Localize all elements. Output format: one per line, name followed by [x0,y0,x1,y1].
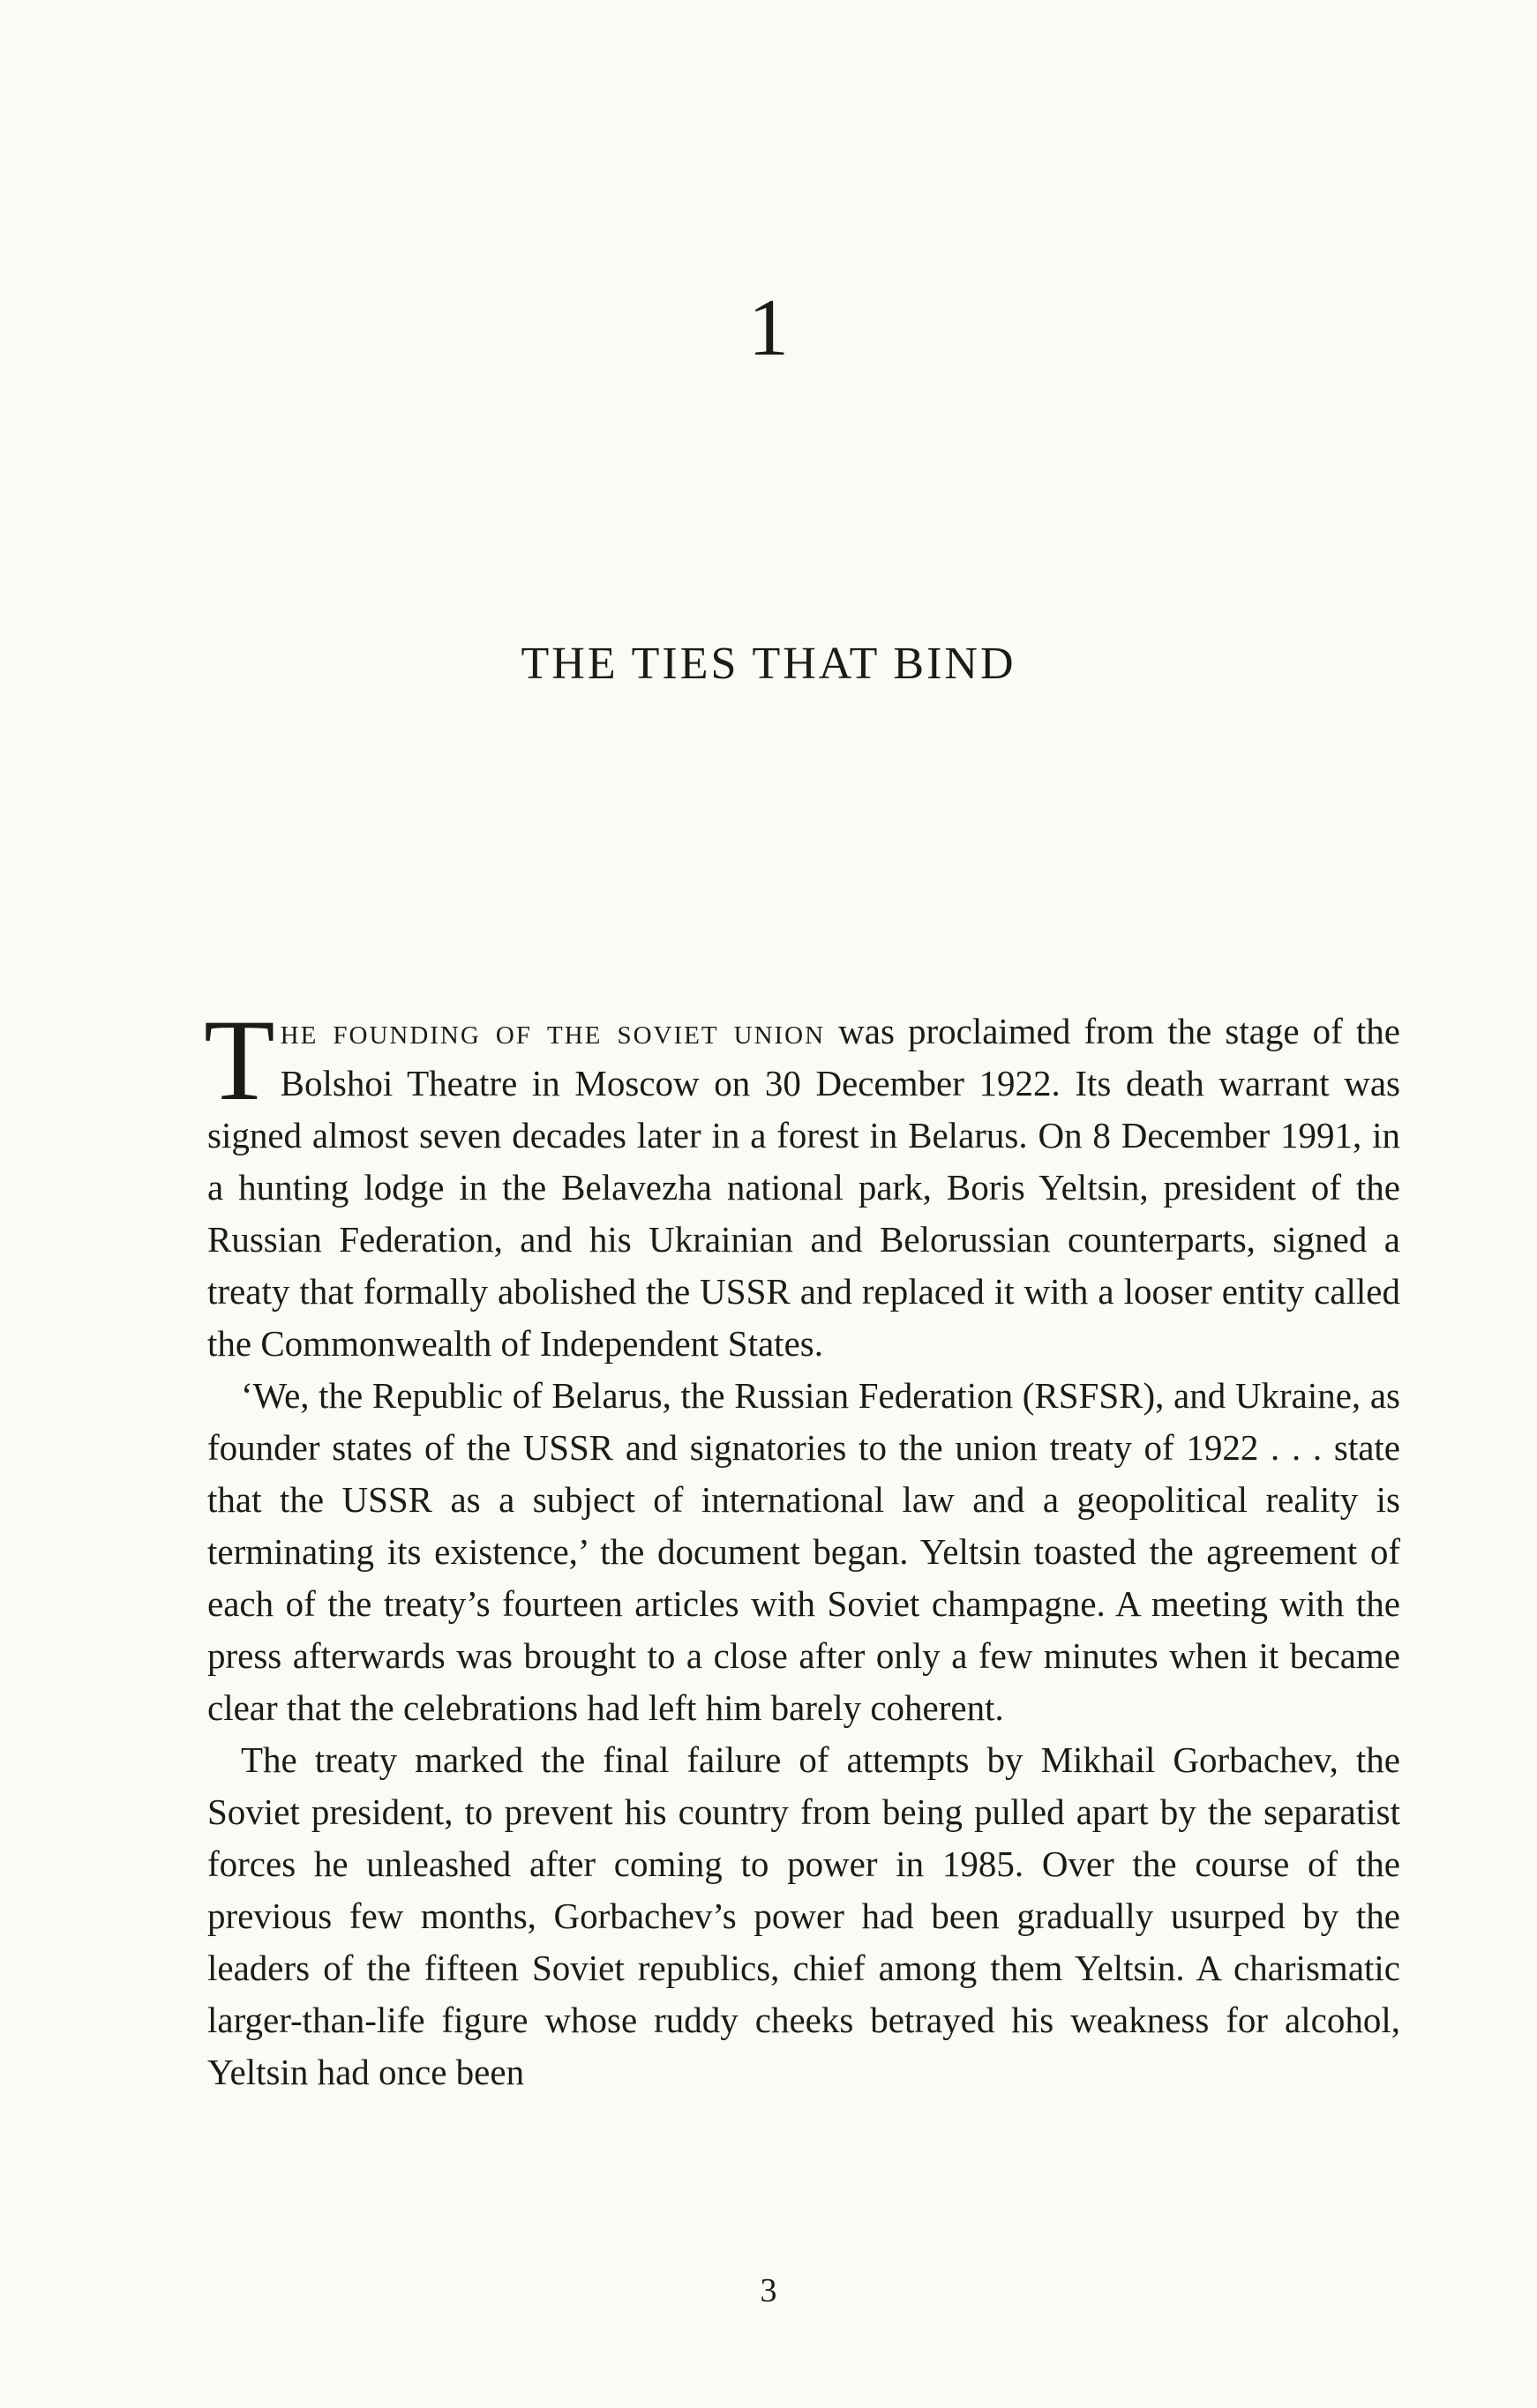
paragraph-2: ‘We, the Republic of Belarus, the Russian Federation (RSFSR), and Ukraine, as founder states of the USSR and signatories to the union treaty of 1922 . . . state that the USSR as a subject of international law and a geopolitical reality is terminating its existence,’ the document began. Yeltsin toasted the agreement of each of the treaty’s fourteen articles with Soviet champagne. A meeting with the press afterwards was brought to a close after only a few minutes when it became clear that the celebrations had left him barely coherent. [207,1375,1400,1728]
paragraph-1 [204,995,1400,1370]
paragraph-3: The treaty marked the final failure of attempts by Mikhail Gorbachev, the Soviet president, to prevent his country from being pulled apart by the separatist forces he unleashed after coming to power in 1985. Over the course of the previous few months, Gorbachev’s power had been gradually usurped by the leaders of the fifteen Soviet republics, chief among them Yeltsin. A charismatic larger-than-life figure whose ruddy cheeks betrayed his weakness for alcohol, Yeltsin had once been [207,1739,1400,2092]
paragraph-1-text: was proclaimed from the stage of the Bolshoi Theatre in Moscow on 30 December 1922. Its death warrant was signed almost seven decades later in a forest in Belarus. On 8 December 1991, in a hunting lodge in the Belavezha national park, Boris Yeltsin, president of the Russian Federation, and his Ukrainian and Belorussian counterparts, signed a treaty that formally abolished the USSR and replaced it with a looser entity called the Commonwealth of Independent States. [207,1011,1400,1364]
drop-cap: T [204,995,275,1125]
page-number: 3 [760,2272,777,2309]
body-text [204,995,1400,2098]
chapter-number: 1 [748,282,789,372]
chapter-title: THE TIES THAT BIND [521,639,1016,689]
opening-small-caps: he founding of the soviet union [280,1011,826,1051]
